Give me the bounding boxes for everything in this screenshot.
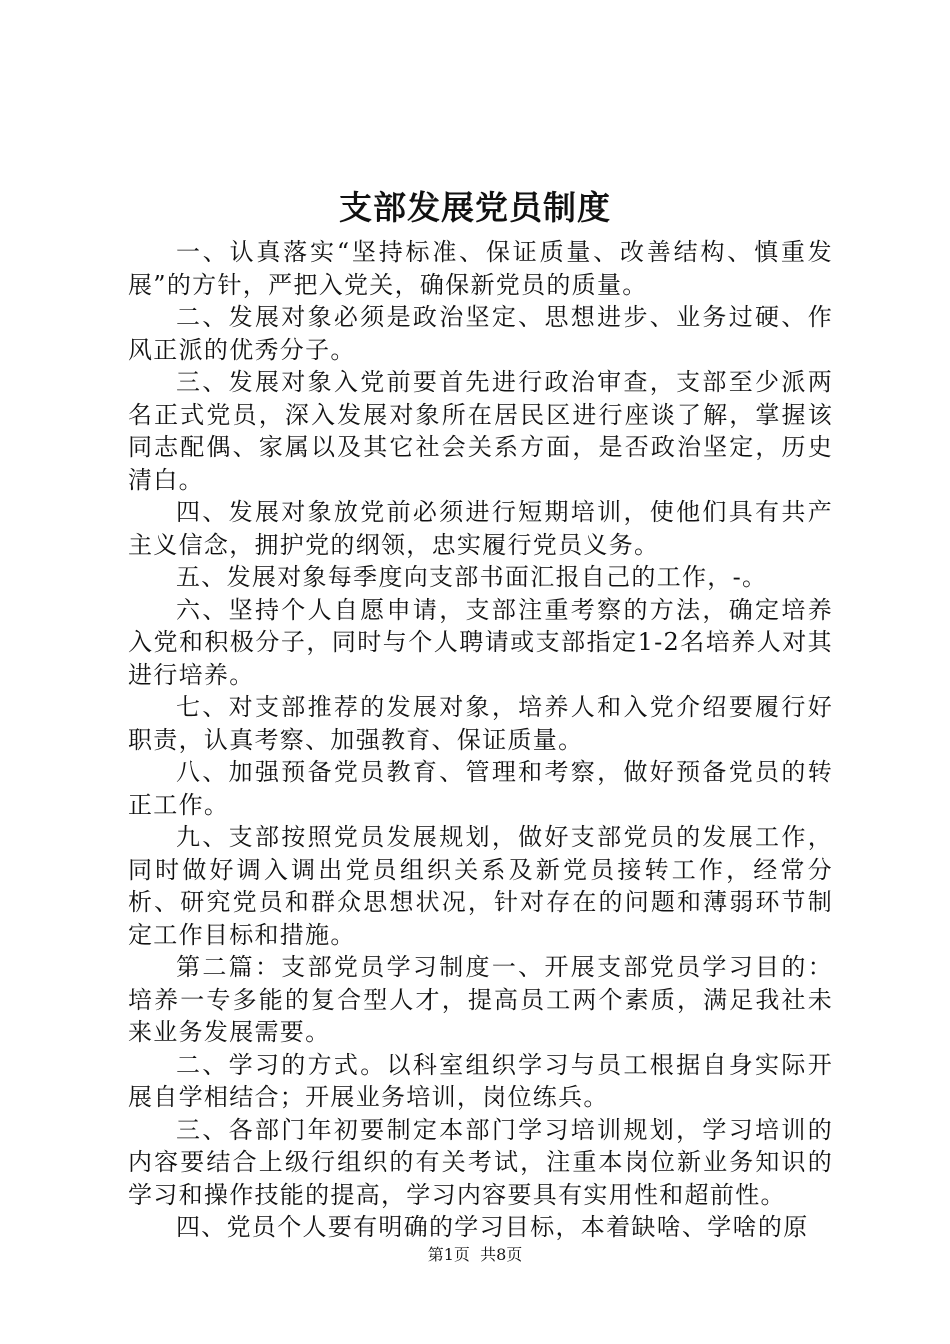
paragraph: 二、发展对象必须是政治坚定、思想进步、业务过硬、作风正派的优秀分子。 [128,303,833,364]
page-total: 共8页 [480,1245,523,1264]
paragraph: 四、发展对象放党前必须进行短期培训，使他们具有共产主义信念，拥护党的纲领，忠实履行党员义务。 [128,498,833,559]
paragraph: 六、坚持个人自愿申请，支部注重考察的方法，确定培养入党和积极分子，同时与个人聘请或支部指定1-2名培养人对其进行培养。 [128,595,833,689]
paragraph: 九、支部按照党员发展规划，做好支部党员的发展工作，同时做好调入调出党员组织关系及新党员接转工作，经常分析、研究党员和群众思想状况，针对存在的问题和薄弱环节制定工作目标和措施。 [128,823,833,949]
page-footer [0,1244,950,1266]
paragraph: 二、学习的方式。以科室组织学习与员工根据自身实际开展自学相结合；开展业务培训，岗位练兵。 [128,1050,833,1111]
document-body [128,236,833,1244]
paragraph: 三、发展对象入党前要首先进行政治审查，支部至少派两名正式党员，深入发展对象所在居民区进行座谈了解，掌握该同志配偶、家属以及其它社会关系方面，是否政治坚定，历史清白。 [128,368,833,494]
document-title: 支部发展党员制度 [339,188,611,227]
paragraph: 七、对支部推荐的发展对象，培养人和入党介绍要履行好职责，认真考察、加强教育、保证质量。 [128,693,833,754]
paragraph: 八、加强预备党员教育、管理和考察，做好预备党员的转正工作。 [128,758,833,819]
paragraph: 一、认真落实“坚持标准、保证质量、改善结构、慎重发展”的方针，严把入党关，确保新党员的质量。 [128,238,833,299]
paragraph: 五、发展对象每季度向支部书面汇报自己的工作，-。 [176,563,768,591]
paragraph: 三、各部门年初要制定本部门学习培训规划，学习培训的内容要结合上级行组织的有关考试，注重本岗位新业务知识的学习和操作技能的提高，学习内容要具有实用性和超前性。 [128,1115,833,1209]
paragraph: 四、党员个人要有明确的学习目标，本着缺啥、学啥的原 [176,1213,809,1241]
paragraph: 第二篇：支部党员学习制度一、开展支部党员学习目的：培养一专多能的复合型人才，提高员工两个素质，满足我社未来业务发展需要。 [128,953,833,1046]
page-number: 第1页 [427,1245,470,1264]
